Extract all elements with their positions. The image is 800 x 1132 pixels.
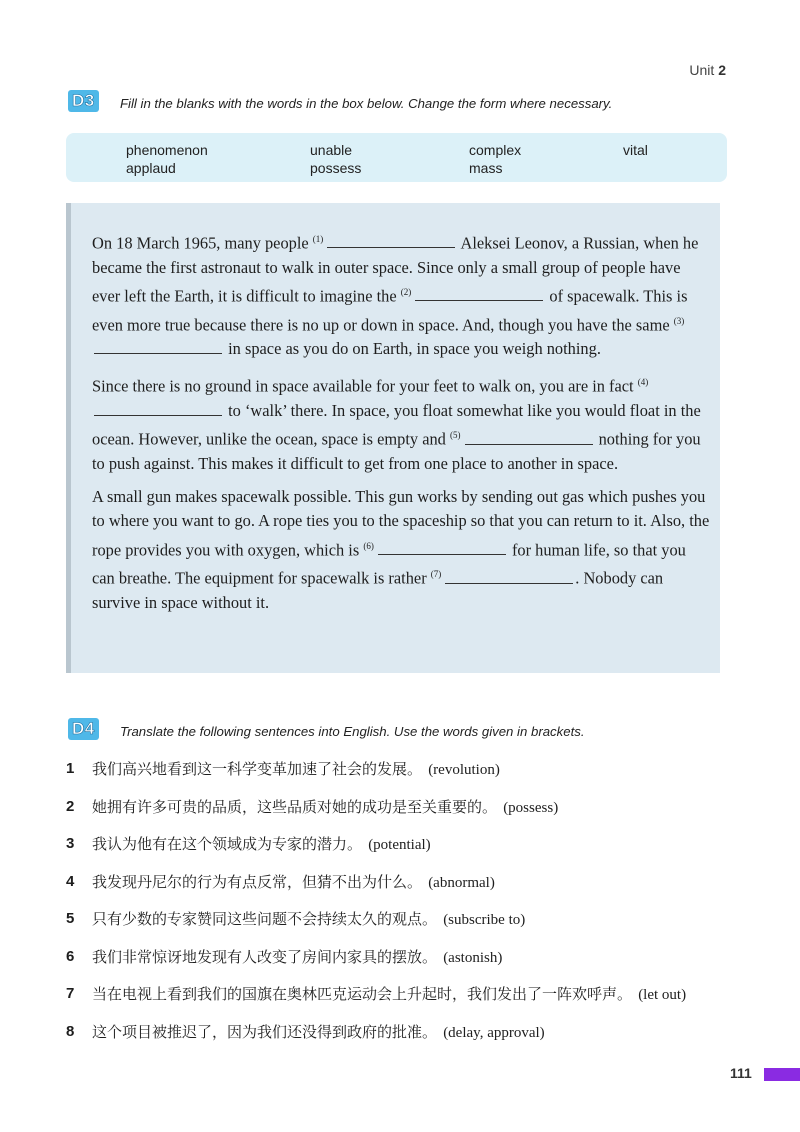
blank-number: (4) (637, 377, 649, 388)
blank-number: (6) (363, 540, 374, 551)
item-number: 3 (66, 835, 75, 852)
item-hint: (subscribe to) (443, 912, 526, 928)
word-item: phenomenon (126, 142, 208, 158)
list-item (66, 946, 726, 969)
item-chinese: 我发现丹尼尔的行为有点反常，但猜不出为什么。 (92, 872, 423, 891)
passage-text-run: to ‘walk’ there. In space, you float somewhat like you would float in the ocean. However, unlike the ocean, space is empty and (92, 401, 701, 449)
d4-instruction: Translate the following sentences into English. Use the words given in brackets. (120, 724, 585, 739)
list-item (66, 908, 726, 931)
item-chinese: 这个项目被推迟了，因为我们还没得到政府的批准。 (92, 1022, 438, 1041)
passage-text-run: of spacewalk. This is even more true because there is no up or down in space. And, though you have the same (92, 286, 688, 335)
d3-badge: D3 (68, 90, 99, 112)
blank-4[interactable] (94, 401, 222, 416)
word-item: applaud (126, 160, 176, 176)
item-hint: (let out) (638, 987, 687, 1003)
item-chinese: 我们非常惊讶地发现有人改变了房间内家具的摆放。 (92, 947, 438, 966)
blank-1[interactable] (327, 233, 455, 248)
item-hint: (astonish) (443, 949, 503, 966)
passage-text-run: On 18 March 1965, many people (92, 233, 309, 253)
item-number: 4 (66, 872, 75, 890)
page-color-bar (764, 1068, 800, 1081)
list-item (66, 758, 726, 781)
list-item (66, 983, 726, 1006)
passage-text-run: nothing for you to push against. This makes it difficult to get from one place to another in space. (92, 429, 701, 473)
item-chinese: 我认为他有在这个领域成为专家的潜力。 (92, 835, 363, 853)
passage-text-run: Aleksei Leonov, a Russian, when he became the first astronaut to walk in outer space. Since only a small group of people have ever left the Earth, it is difficult to imagine the (92, 233, 699, 306)
passage-paragraph (92, 485, 712, 615)
blank-3[interactable] (94, 339, 222, 354)
item-number: 1 (66, 760, 75, 777)
list-item (66, 1021, 726, 1044)
word-item: vital (623, 142, 648, 158)
passage-text-run: . Nobody can survive in space without it. (92, 568, 664, 612)
word-item: mass (469, 160, 503, 176)
passage-panel (66, 203, 720, 673)
item-chinese: 我们高兴地看到这一科学变革加速了社会的发展。 (92, 760, 423, 778)
word-item: unable (310, 142, 353, 158)
blank-number: (1) (312, 234, 324, 244)
word-item: possess (310, 160, 362, 176)
item-hint: (revolution) (428, 762, 500, 778)
list-item (66, 833, 726, 856)
d3-instruction: Fill in the blanks with the words in the box below. Change the form where necessary. (120, 96, 613, 111)
item-chinese: 她拥有许多可贵的品质，这些品质对她的成功是至关重要的。 (92, 797, 498, 816)
blank-number: (5) (450, 430, 461, 441)
item-number: 8 (66, 1022, 75, 1040)
list-item (66, 796, 726, 819)
blank-6[interactable] (378, 540, 506, 555)
blank-number: (2) (400, 286, 412, 297)
list-item (66, 871, 726, 894)
passage-text-run: Since there is no ground in space available for your feet to walk on, you are in fact (92, 376, 634, 396)
blank-number: (3) (673, 315, 685, 326)
blank-2[interactable] (415, 286, 543, 301)
passage-paragraph (92, 370, 712, 476)
passage-text-run: A small gun makes spacewalk possible. This gun works by sending out gas which pushes you to where you want to go. A rope ties you to the spaceship so that you can return to it. Also, the rope provides you with oxygen, which is (92, 487, 710, 560)
blank-number: (7) (430, 569, 442, 580)
page-number: 111 (730, 1065, 752, 1081)
translation-list (66, 758, 726, 1058)
item-number: 7 (66, 985, 75, 1002)
passage-text (92, 227, 712, 624)
passage-text-run: for human life, so that you can breathe. The equipment for spacewalk is rather (92, 540, 686, 588)
item-chinese: 只有少数的专家赞同这些问题不会持续太久的观点。 (92, 910, 438, 928)
item-hint: (abnormal) (428, 874, 495, 891)
item-hint: (possess) (503, 799, 559, 816)
passage-text-run: in space as you do on Earth, in space you weigh nothing. (228, 339, 601, 359)
blank-5[interactable] (465, 430, 593, 445)
passage-paragraph (92, 227, 712, 361)
word-item: complex (469, 142, 522, 158)
word-box (66, 133, 727, 182)
unit-number: 2 (718, 62, 726, 78)
unit-header (689, 62, 726, 78)
unit-label: Unit (689, 62, 715, 78)
item-hint: (delay, approval) (443, 1024, 545, 1041)
d4-badge: D4 (68, 718, 99, 740)
item-number: 5 (66, 910, 75, 927)
item-number: 2 (66, 797, 75, 815)
item-hint: (potential) (368, 837, 431, 853)
item-chinese: 当在电视上看到我们的国旗在奥林匹克运动会上升起时，我们发出了一阵欢呼声。 (92, 985, 633, 1003)
blank-7[interactable] (445, 569, 573, 584)
item-number: 6 (66, 947, 75, 965)
